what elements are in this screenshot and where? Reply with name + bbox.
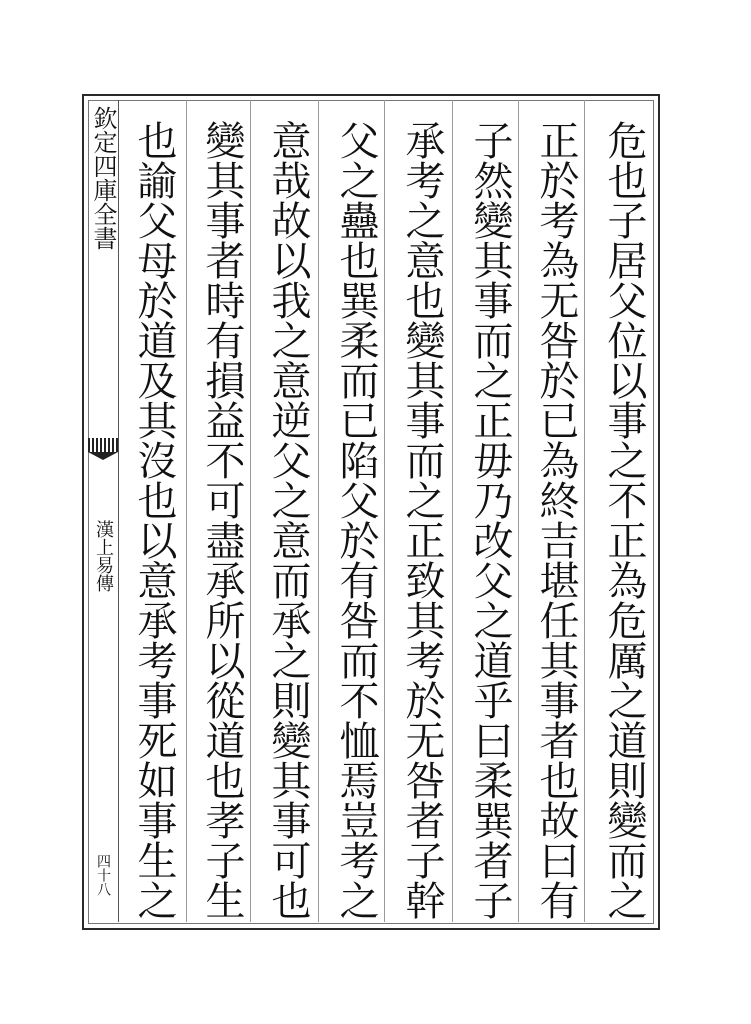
library-title: 欽定四庫全書 (89, 106, 117, 250)
page-number: 四十八 (95, 854, 111, 896)
column-rule (518, 100, 519, 922)
column-rule (452, 100, 453, 922)
margin-column (88, 100, 119, 922)
text-column-3: 子然變其事而之正毋乃改父之道乎曰柔巽者子 (467, 120, 513, 920)
book-title: 漢上易傳 (93, 520, 114, 592)
column-rule (384, 100, 385, 922)
text-column-8: 也諭父母於道及其沒也以意承考事死如事生之 (131, 120, 177, 920)
text-column-2: 正於考為无咎於已為終吉堪任其事者也故曰有 (533, 120, 579, 920)
fishtail-mark (88, 438, 118, 452)
column-rule (584, 100, 585, 922)
text-column-1: 危也子居父位以事之不正為危厲之道則變而之 (601, 120, 647, 920)
text-column-6: 意哉故以我之意逆父之意而承之則變其事可也 (265, 120, 311, 920)
text-column-7: 變其事者時有損益不可盡承所以從道也孝子生 (199, 120, 245, 920)
text-column-5: 父之蠱也巽柔而已陷父於有咎而不恤焉豈考之 (333, 120, 379, 920)
column-rule (250, 100, 251, 922)
column-rule (318, 100, 319, 922)
column-rule (186, 100, 187, 922)
text-column-4: 承考之意也變其事而之正致其考於无咎者子幹 (399, 120, 445, 920)
